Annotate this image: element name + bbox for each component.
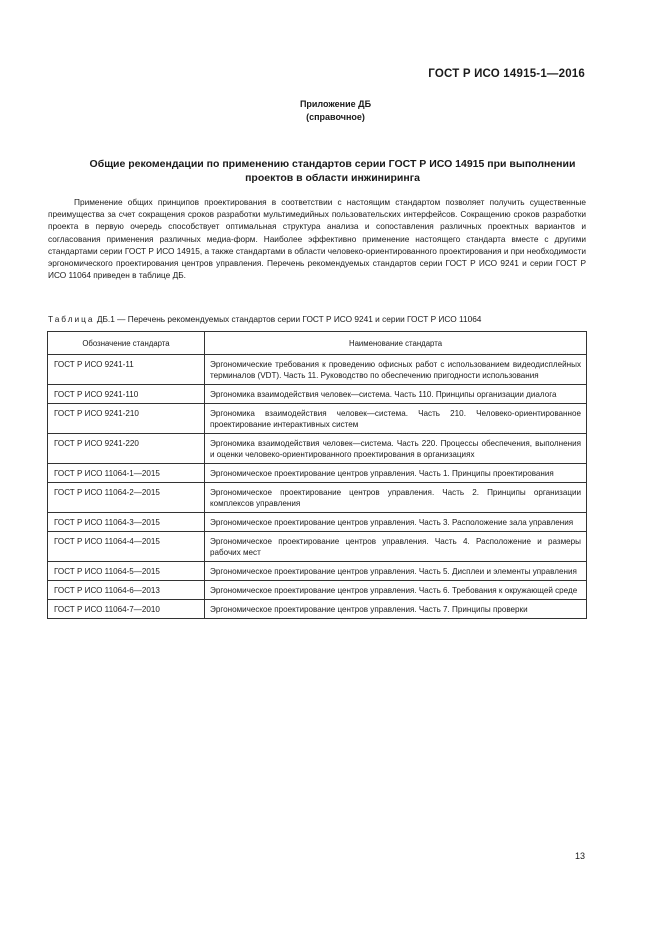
standard-code: ГОСТ Р ИСО 11064-5—2015: [48, 562, 205, 581]
table-row: [48, 385, 587, 404]
standard-name: Эргономическое проектирование центров управления. Часть 4. Расположение и размеры рабочих мест: [205, 532, 587, 562]
standard-code: ГОСТ Р ИСО 9241-11: [48, 355, 205, 385]
standard-name: Эргономическое проектирование центров управления. Часть 6. Требования к окружающей среде: [205, 581, 587, 600]
standard-name: Эргономика взаимодействия человек—система. Часть 110. Принципы организации диалога: [205, 385, 587, 404]
standard-code: ГОСТ Р ИСО 11064-2—2015: [48, 483, 205, 513]
table-row: [48, 532, 587, 562]
standard-code: ГОСТ Р ИСО 11064-4—2015: [48, 532, 205, 562]
standard-name: Эргономика взаимодействия человек—система. Часть 220. Процессы обеспечения, выполнения и оценки человеко-ориентированного проектирования в организациях: [205, 434, 587, 464]
standard-code: ГОСТ Р ИСО 11064-3—2015: [48, 513, 205, 532]
table-caption-text: ДБ.1 — Перечень рекомендуемых стандартов серии ГОСТ Р ИСО 9241 и серии ГОСТ Р ИСО 11064: [96, 314, 482, 324]
table-row: [48, 513, 587, 532]
table-caption-prefix: Таблица: [48, 314, 95, 324]
table-row: [48, 562, 587, 581]
standard-name: Эргономическое проектирование центров управления. Часть 2. Принципы организации комплексов управления: [205, 483, 587, 513]
table-row: [48, 355, 587, 385]
standards-table: [47, 331, 587, 619]
section-title-line-2: проектов в области инжиниринга: [245, 172, 420, 184]
standard-name: Эргономическое проектирование центров управления. Часть 1. Принципы проектирования: [205, 464, 587, 483]
table-header-row: [48, 332, 587, 355]
table-row: [48, 434, 587, 464]
column-header-name: Наименование стандарта: [205, 332, 587, 355]
appendix-title: Приложение ДБ: [299, 99, 372, 109]
document-code: ГОСТ Р ИСО 14915-1—2016: [428, 68, 585, 80]
table-row: [48, 464, 587, 483]
standard-code: ГОСТ Р ИСО 11064-7—2010: [48, 600, 205, 619]
standard-name: Эргономическое проектирование центров управления. Часть 5. Дисплеи и элементы управления: [205, 562, 587, 581]
standard-name: Эргономическое проектирование центров управления. Часть 3. Расположение зала управления: [205, 513, 587, 532]
standard-name: Эргономические требования к проведению офисных работ с использованием видеодисплейных терминалов (VDT). Часть 11. Руководство по обеспечению пригодности использования: [205, 355, 587, 385]
table-row: [48, 581, 587, 600]
page-number: 13: [574, 851, 585, 861]
column-header-code: Обозначение стандарта: [48, 332, 205, 355]
body-paragraph: Применение общих принципов проектирования в соответствии с настоящим стандартом позволяет получить существенные преимущества за счет сокращения сроков разработки мультимедийных пользовательских интерфейсов. Сокращению сроков разработки проекта в первую очередь способствует оптимальная структура анализа и сопоставления различных проектных вариантов и согласования применения различных медиа-форм. Наиболее эффективно применение настоящего стандарта вместе с другими стандартами серии ГОСТ Р ИСО 14915, а также стандартами в области человеко-ориентированного проектирования и при необходимости эргономического проектирования центров управления. Перечень рекомендуемых стандартов серии ГОСТ Р ИСО 9241 и серии ГОСТ Р ИСО 11064 приведен в таблице ДБ.: [48, 197, 587, 281]
appendix-heading: [0, 98, 661, 124]
table-row: [48, 600, 587, 619]
section-title: [60, 157, 605, 185]
table-row: [48, 404, 587, 434]
standard-code: ГОСТ Р ИСО 11064-1—2015: [48, 464, 205, 483]
standard-code: ГОСТ Р ИСО 9241-110: [48, 385, 205, 404]
standard-code: ГОСТ Р ИСО 11064-6—2013: [48, 581, 205, 600]
standard-code: ГОСТ Р ИСО 9241-210: [48, 404, 205, 434]
standard-name: Эргономическое проектирование центров управления. Часть 7. Принципы проверки: [205, 600, 587, 619]
standard-code: ГОСТ Р ИСО 9241-220: [48, 434, 205, 464]
table-caption: [48, 314, 588, 325]
section-title-line-1: Общие рекомендации по применению стандартов серии ГОСТ Р ИСО 14915 при выполнении: [89, 158, 576, 170]
table-row: [48, 483, 587, 513]
standard-name: Эргономика взаимодействия человек—система. Часть 210. Человеко-ориентированное проектирование интерактивных систем: [205, 404, 587, 434]
appendix-subtitle: (справочное): [306, 112, 365, 122]
